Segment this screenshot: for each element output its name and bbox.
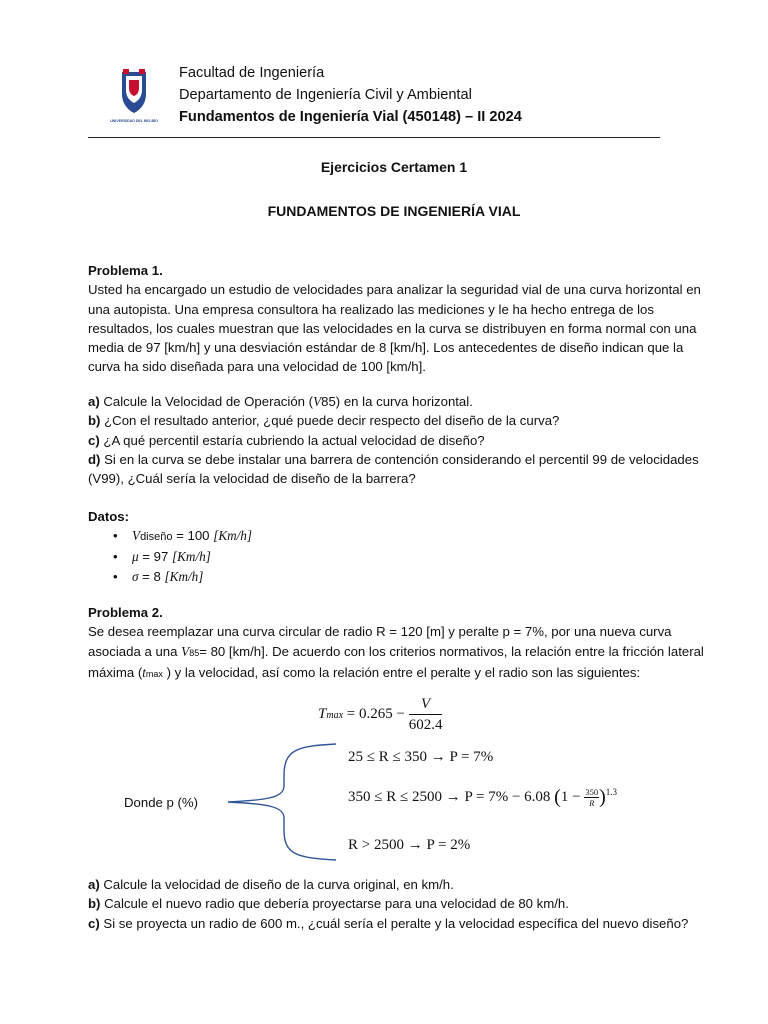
problem-2-heading: Problema 2.	[88, 605, 163, 620]
logo-text: UNIVERSIDAD DEL BÍO-BÍO	[110, 119, 158, 123]
problem-1-heading: Problema 1.	[88, 263, 163, 278]
case-3: R > 2500 → P = 2%	[348, 837, 471, 853]
problem-1-question-b: b) ¿Con el resultado anterior, ¿qué puede decir respecto del diseño de la curva?	[88, 413, 560, 429]
problem-1-questions	[88, 392, 708, 488]
problem-2-questions	[88, 875, 708, 933]
problem-2-question-a: a) Calcule la velocidad de diseño de la curva original, en km/h.	[88, 877, 454, 892]
problem-1-question-c: c) ¿A qué percentil estaría cubriendo la actual velocidad de diseño?	[88, 432, 485, 448]
page-subtitle: FUNDAMENTOS DE INGENIERÍA VIAL	[267, 203, 521, 219]
problem-2-question-b: b) Calcule el nuevo radio que debería proyectarse para una velocidad de 80 km/h.	[88, 896, 569, 912]
problem-2	[88, 603, 708, 684]
university-logo	[108, 68, 160, 126]
page-title: Ejercicios Certamen 1	[320, 159, 468, 175]
case-2: 350 ≤ R ≤ 2500 → P = 7% − 6.08 (1 − $\frac{350}{R}$ )$^{1.3}$	[348, 786, 617, 808]
header-course: Fundamentos de Ingeniería Vial (450148) – II 2024	[179, 109, 522, 125]
data-item: • Vdiseño = 100 [Km/h]	[88, 526, 708, 547]
data-heading: Datos:	[88, 509, 130, 524]
case-1: 25 ≤ R ≤ 350 → P = 7%	[348, 749, 494, 765]
problem-2-text: Se desea reemplazar una curva circular de radio R = 120 [m] y peralte p = 7%, por una nueva curva asociada a una V85= 80 [km/h]. De acuerdo con los criterios normativos, la relación entre la fricción lateral máxima (tmax ) y la velocidad, así como la relación entre el peralte y el radio son las siguientes:	[88, 624, 704, 680]
header-faculty: Facultad de Ingeniería	[179, 65, 325, 81]
donde-label: Donde p (%)	[124, 795, 199, 810]
curly-brace	[226, 742, 338, 862]
problem-1-data	[88, 507, 708, 587]
data-item: • σ = 8 [Km/h]	[88, 567, 708, 587]
problem-1-text: Usted ha encargado un estudio de velocidades para analizar la seguridad vial de una curva horizontal en una autopista. Una empresa consultora ha realizado las mediciones y le ha hecho entrega de los resultados, los cuales muestran que las velocidades en la curva se distribuyen en forma normal con una media de 97 [km/h] y una desviación estándar de 8 [km/h]. Los antecedentes de diseño indican que la curva ha sido diseñada para una velocidad de 100 [km/h].	[88, 282, 701, 375]
problem-2-question-c: c) Si se proyecta un radio de 600 m., ¿cuál sería el peralte y la velocidad específica del nuevo diseño?	[88, 915, 689, 931]
problem-1-question-a: a) Calcule la Velocidad de Operación (V85) en la curva horizontal.	[88, 394, 473, 409]
problem-1	[88, 261, 708, 377]
formula-tmax: Tmax = 0.265 − $\frac{V}{602.4}$	[318, 696, 443, 733]
data-item: • μ = 97 [Km/h]	[88, 547, 708, 567]
header-divider	[88, 137, 660, 138]
problem-1-question-d: d) Si en la curva se debe instalar una barrera de contención considerando el percentil 99 de velocidades (V99), ¿Cuál sería la velocidad de diseño de la barrera?	[88, 451, 699, 487]
header-department: Departamento de Ingeniería Civil y Ambiental	[179, 87, 472, 103]
